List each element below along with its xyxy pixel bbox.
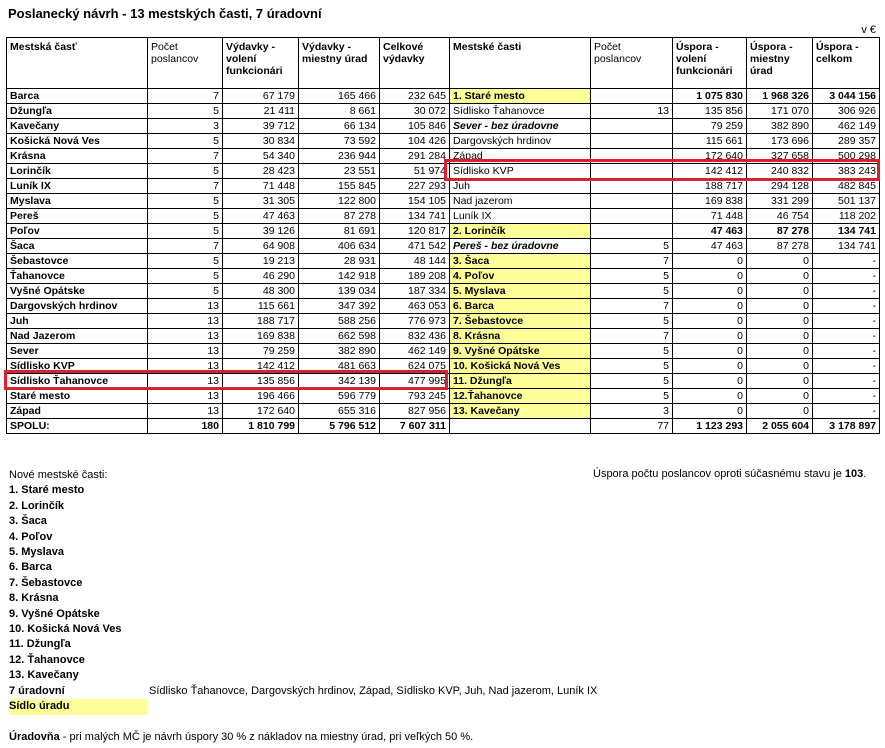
new-district-poslanci: 5	[591, 314, 673, 329]
district-urad: 139 034	[299, 284, 380, 299]
district-celkom: 793 245	[380, 389, 450, 404]
header-uspora-urad: Úspora - miestny úrad	[747, 38, 813, 89]
district-name: Krásna	[7, 149, 148, 164]
district-voleni: 30 834	[223, 134, 299, 149]
new-district-name: 10. Košická Nová Ves	[450, 359, 591, 374]
new-district-name: 3. Šaca	[450, 254, 591, 269]
district-voleni: 39 712	[223, 119, 299, 134]
district-celkom: 189 208	[380, 269, 450, 284]
new-district-name: Sídlisko Ťahanovce	[450, 104, 591, 119]
sidlo-uradu-label: Sídlo úradu	[9, 699, 148, 714]
legend-item: 11. Džungľa	[9, 638, 71, 651]
district-celkom: 48 144	[380, 254, 450, 269]
new-district-uspora-voleni: 115 661	[673, 134, 747, 149]
district-poslanci: 5	[148, 284, 223, 299]
district-urad: 236 944	[299, 149, 380, 164]
saving-note	[593, 468, 866, 480]
district-poslanci: 5	[148, 209, 223, 224]
new-district-uspora-celkom: -	[813, 404, 880, 419]
district-poslanci: 5	[148, 224, 223, 239]
highlight-box-kvp-expenses	[4, 370, 448, 390]
district-poslanci: 7	[148, 239, 223, 254]
district-poslanci: 13	[148, 329, 223, 344]
table-row	[7, 389, 880, 404]
new-district-poslanci: 5	[591, 284, 673, 299]
table-header-row	[7, 38, 880, 89]
district-celkom: 827 956	[380, 404, 450, 419]
new-district-uspora-voleni: 0	[673, 374, 747, 389]
district-celkom: 105 846	[380, 119, 450, 134]
new-district-name: 6. Barca	[450, 299, 591, 314]
district-celkom: 832 436	[380, 329, 450, 344]
district-poslanci: 13	[148, 344, 223, 359]
district-poslanci: 7	[148, 179, 223, 194]
new-district-uspora-urad: 46 754	[747, 209, 813, 224]
district-celkom: 51 974	[380, 164, 450, 179]
new-district-uspora-celkom: 306 926	[813, 104, 880, 119]
new-district-name: Nad jazerom	[450, 194, 591, 209]
district-name: Sever	[7, 344, 148, 359]
district-poslanci: 5	[148, 164, 223, 179]
table-row	[7, 284, 880, 299]
district-name: Košická Nová Ves	[7, 134, 148, 149]
new-district-uspora-celkom: 383 243	[813, 164, 880, 179]
saving-value: 103	[844, 468, 864, 480]
district-name: Dargovských hrdinov	[7, 299, 148, 314]
total-new-poslanci: 77	[591, 419, 673, 434]
new-district-name: 12.Ťahanovce	[450, 389, 591, 404]
district-poslanci: 5	[148, 254, 223, 269]
new-district-name: 5. Myslava	[450, 284, 591, 299]
new-district-uspora-voleni: 71 448	[673, 209, 747, 224]
new-district-name: 1. Staré mesto	[450, 89, 591, 104]
district-celkom: 227 293	[380, 179, 450, 194]
total-poslanci: 180	[148, 419, 223, 434]
new-district-uspora-voleni: 0	[673, 314, 747, 329]
new-district-uspora-voleni: 188 717	[673, 179, 747, 194]
new-district-name: Sídlisko KVP	[450, 164, 591, 179]
new-district-poslanci: 5	[591, 269, 673, 284]
table-row	[7, 404, 880, 419]
district-urad: 347 392	[299, 299, 380, 314]
district-celkom: 291 284	[380, 149, 450, 164]
table-row	[7, 194, 880, 209]
new-district-uspora-voleni: 172 640	[673, 149, 747, 164]
district-poslanci: 13	[148, 299, 223, 314]
total-celkom: 7 607 311	[380, 419, 450, 434]
district-celkom: 104 426	[380, 134, 450, 149]
saving-text: Úspora počtu poslancov oproti súčasnému stavu je	[593, 468, 842, 480]
district-name: Pereš	[7, 209, 148, 224]
new-district-uspora-celkom: 3 044 156	[813, 89, 880, 104]
header-vydavky-voleni: Výdavky - volení funkcionári	[223, 38, 299, 89]
new-district-uspora-celkom: -	[813, 254, 880, 269]
new-district-uspora-celkom: 289 357	[813, 134, 880, 149]
district-urad: 655 316	[299, 404, 380, 419]
district-name: Džungľa	[7, 104, 148, 119]
legend-item: 12. Ťahanovce	[9, 653, 85, 666]
new-district-uspora-voleni: 0	[673, 254, 747, 269]
district-name: Staré mesto	[7, 389, 148, 404]
new-district-uspora-voleni: 79 259	[673, 119, 747, 134]
district-urad: 23 551	[299, 164, 380, 179]
total-urad: 5 796 512	[299, 419, 380, 434]
legend-item: 1. Staré mesto	[9, 484, 85, 497]
district-urad: 73 592	[299, 134, 380, 149]
new-district-uspora-voleni: 142 412	[673, 164, 747, 179]
district-celkom: 120 817	[380, 224, 450, 239]
district-celkom: 134 741	[380, 209, 450, 224]
district-voleni: 48 300	[223, 284, 299, 299]
legend-heading: Nové mestské časti:	[9, 469, 108, 481]
header-mestske-casti: Mestské časti	[450, 38, 591, 89]
district-poslanci: 13	[148, 359, 223, 374]
district-poslanci: 7	[148, 149, 223, 164]
district-name: Nad Jazerom	[7, 329, 148, 344]
urad-row	[9, 684, 597, 699]
district-voleni: 28 423	[223, 164, 299, 179]
district-urad: 596 779	[299, 389, 380, 404]
new-district-poslanci: 5	[591, 239, 673, 254]
district-urad: 8 661	[299, 104, 380, 119]
new-district-uspora-celkom: -	[813, 314, 880, 329]
district-poslanci: 13	[148, 314, 223, 329]
district-voleni: 31 305	[223, 194, 299, 209]
new-district-uspora-urad: 0	[747, 329, 813, 344]
total-label: SPOLU:	[7, 419, 148, 434]
district-urad: 155 845	[299, 179, 380, 194]
district-name: Myslava	[7, 194, 148, 209]
total-new-label	[450, 419, 591, 434]
new-district-uspora-urad: 0	[747, 299, 813, 314]
district-celkom: 776 973	[380, 314, 450, 329]
district-voleni: 64 908	[223, 239, 299, 254]
legend	[9, 468, 597, 715]
total-row	[7, 419, 880, 434]
new-district-poslanci: 3	[591, 404, 673, 419]
district-name: Šebastovce	[7, 254, 148, 269]
district-celkom: 462 149	[380, 344, 450, 359]
new-district-uspora-urad: 0	[747, 269, 813, 284]
legend-item: 6. Barca	[9, 561, 52, 574]
footnote	[9, 731, 473, 743]
new-district-poslanci: 5	[591, 389, 673, 404]
new-district-name: 9. Vyšné Opátske	[450, 344, 591, 359]
urad-label: 7 úradovní	[9, 684, 65, 697]
legend-item: 2. Lorinčík	[9, 499, 65, 512]
district-celkom: 187 334	[380, 284, 450, 299]
district-celkom: 463 053	[380, 299, 450, 314]
new-district-poslanci	[591, 194, 673, 209]
new-district-uspora-voleni: 0	[673, 299, 747, 314]
new-district-uspora-urad: 240 832	[747, 164, 813, 179]
new-district-name: 13. Kavečany	[450, 404, 591, 419]
new-district-uspora-voleni: 1 075 830	[673, 89, 747, 104]
new-district-uspora-voleni: 0	[673, 344, 747, 359]
new-district-uspora-celkom: -	[813, 359, 880, 374]
district-name: Ťahanovce	[7, 269, 148, 284]
district-voleni: 21 411	[223, 104, 299, 119]
new-district-poslanci: 13	[591, 104, 673, 119]
district-voleni: 115 661	[223, 299, 299, 314]
header-uspora-voleni: Úspora - volení funkcionári	[673, 38, 747, 89]
legend-item: 7. Šebastovce	[9, 576, 83, 589]
district-poslanci: 5	[148, 269, 223, 284]
district-voleni: 39 126	[223, 224, 299, 239]
district-urad: 142 918	[299, 269, 380, 284]
district-poslanci: 5	[148, 134, 223, 149]
district-urad: 165 466	[299, 89, 380, 104]
new-district-uspora-celkom: 118 202	[813, 209, 880, 224]
new-district-name: Dargovských hrdinov	[450, 134, 591, 149]
new-district-uspora-voleni: 0	[673, 269, 747, 284]
district-voleni: 79 259	[223, 344, 299, 359]
table-row	[7, 254, 880, 269]
table-row	[7, 224, 880, 239]
legend-item: 5. Myslava	[9, 546, 65, 559]
new-district-uspora-urad: 0	[747, 314, 813, 329]
new-district-uspora-celkom: -	[813, 374, 880, 389]
new-district-uspora-urad: 294 128	[747, 179, 813, 194]
urad-text: Sídlisko Ťahanovce, Dargovských hrdinov, Západ, Sídlisko KVP, Juh, Nad jazerom, Luník IX	[149, 684, 598, 697]
new-district-uspora-urad: 382 890	[747, 119, 813, 134]
new-district-poslanci	[591, 134, 673, 149]
new-district-uspora-celkom: 482 845	[813, 179, 880, 194]
district-urad: 342 139	[299, 374, 380, 389]
new-district-poslanci: 7	[591, 329, 673, 344]
district-celkom: 477 995	[380, 374, 450, 389]
new-district-name: 11. Džungľa	[450, 374, 591, 389]
table-row	[7, 269, 880, 284]
district-voleni: 169 838	[223, 329, 299, 344]
new-district-uspora-urad: 331 299	[747, 194, 813, 209]
header-mestska-cast: Mestská časť	[7, 38, 148, 89]
header-pocet-poslancov-new: Počet poslancov	[591, 38, 673, 89]
district-urad: 662 598	[299, 329, 380, 344]
new-district-uspora-urad: 87 278	[747, 239, 813, 254]
district-celkom: 154 105	[380, 194, 450, 209]
new-district-poslanci	[591, 224, 673, 239]
new-district-uspora-urad: 0	[747, 374, 813, 389]
district-poslanci: 5	[148, 104, 223, 119]
new-district-uspora-celkom: 462 149	[813, 119, 880, 134]
new-district-poslanci: 5	[591, 359, 673, 374]
new-district-uspora-voleni: 0	[673, 404, 747, 419]
saving-suffix: .	[863, 468, 867, 480]
new-district-uspora-voleni: 0	[673, 329, 747, 344]
new-district-uspora-urad: 0	[747, 254, 813, 269]
district-urad: 81 691	[299, 224, 380, 239]
new-district-uspora-voleni: 0	[673, 284, 747, 299]
district-voleni: 135 856	[223, 374, 299, 389]
new-district-uspora-celkom: 134 741	[813, 224, 880, 239]
new-district-uspora-urad: 0	[747, 389, 813, 404]
new-district-uspora-voleni: 135 856	[673, 104, 747, 119]
table-row	[7, 344, 880, 359]
district-name: Západ	[7, 404, 148, 419]
new-district-uspora-celkom: -	[813, 344, 880, 359]
new-district-poslanci: 7	[591, 299, 673, 314]
district-urad: 481 663	[299, 359, 380, 374]
district-urad: 588 256	[299, 314, 380, 329]
district-name: Poľov	[7, 224, 148, 239]
total-uspora-celkom: 3 178 897	[813, 419, 880, 434]
district-name: Kavečany	[7, 119, 148, 134]
district-celkom: 30 072	[380, 104, 450, 119]
currency-label: v €	[861, 24, 876, 36]
district-name: Lorinčík	[7, 164, 148, 179]
header-celkove-vydavky: Celkové výdavky	[380, 38, 450, 89]
district-urad: 87 278	[299, 209, 380, 224]
district-poslanci: 13	[148, 374, 223, 389]
district-urad: 406 634	[299, 239, 380, 254]
total-uspora-voleni: 1 123 293	[673, 419, 747, 434]
district-poslanci: 7	[148, 89, 223, 104]
new-district-poslanci	[591, 209, 673, 224]
new-district-uspora-urad: 0	[747, 359, 813, 374]
new-district-uspora-voleni: 47 463	[673, 224, 747, 239]
legend-item: 4. Poľov	[9, 530, 53, 543]
highlight-box-kvp-savings	[444, 159, 880, 181]
legend-item: 3. Šaca	[9, 515, 47, 528]
new-district-uspora-voleni: 169 838	[673, 194, 747, 209]
new-district-name: 7. Šebastovce	[450, 314, 591, 329]
new-district-poslanci	[591, 89, 673, 104]
district-celkom: 471 542	[380, 239, 450, 254]
district-voleni: 19 213	[223, 254, 299, 269]
new-district-uspora-urad: 173 696	[747, 134, 813, 149]
district-poslanci: 3	[148, 119, 223, 134]
district-celkom: 232 645	[380, 89, 450, 104]
new-district-poslanci: 5	[591, 374, 673, 389]
footnote-bold: Úradovňa	[9, 731, 60, 743]
district-name: Luník IX	[7, 179, 148, 194]
new-district-uspora-voleni: 47 463	[673, 239, 747, 254]
new-district-uspora-celkom: -	[813, 284, 880, 299]
district-poslanci: 13	[148, 389, 223, 404]
header-uspora-celkom: Úspora - celkom	[813, 38, 880, 89]
table-row	[7, 89, 880, 104]
district-voleni: 142 412	[223, 359, 299, 374]
district-voleni: 46 290	[223, 269, 299, 284]
table-row	[7, 329, 880, 344]
district-voleni: 71 448	[223, 179, 299, 194]
total-uspora-urad: 2 055 604	[747, 419, 813, 434]
table-row	[7, 209, 880, 224]
page-title: Poslanecký návrh - 13 mestských časti, 7 úradovní	[8, 6, 322, 21]
new-district-uspora-celkom: 134 741	[813, 239, 880, 254]
table-row	[7, 239, 880, 254]
new-district-uspora-urad: 0	[747, 284, 813, 299]
new-district-uspora-celkom: -	[813, 329, 880, 344]
district-urad: 28 931	[299, 254, 380, 269]
new-district-poslanci: 5	[591, 344, 673, 359]
new-district-name: Pereš - bez úradovne	[450, 239, 591, 254]
district-name: Šaca	[7, 239, 148, 254]
new-district-uspora-celkom: -	[813, 389, 880, 404]
new-district-uspora-celkom: 501 137	[813, 194, 880, 209]
district-celkom: 624 075	[380, 359, 450, 374]
new-district-name: Západ	[450, 149, 591, 164]
legend-item: 9. Vyšné Opátske	[9, 607, 100, 620]
district-poslanci: 5	[148, 194, 223, 209]
district-voleni: 47 463	[223, 209, 299, 224]
new-district-uspora-voleni: 0	[673, 389, 747, 404]
header-pocet-poslancov: Počet poslancov	[148, 38, 223, 89]
district-name: Sídlisko Ťahanovce	[7, 374, 148, 389]
new-district-uspora-voleni: 0	[673, 359, 747, 374]
new-district-name: 8. Krásna	[450, 329, 591, 344]
new-district-name: Juh	[450, 179, 591, 194]
district-name: Barca	[7, 89, 148, 104]
new-district-uspora-urad: 87 278	[747, 224, 813, 239]
new-district-name: Sever - bez úradovne	[450, 119, 591, 134]
legend-item: 8. Krásna	[9, 592, 59, 605]
district-voleni: 196 466	[223, 389, 299, 404]
new-district-poslanci	[591, 119, 673, 134]
new-district-uspora-urad: 0	[747, 344, 813, 359]
new-district-uspora-urad: 171 070	[747, 104, 813, 119]
district-voleni: 172 640	[223, 404, 299, 419]
district-voleni: 67 179	[223, 89, 299, 104]
total-voleni: 1 810 799	[223, 419, 299, 434]
new-district-name: 2. Lorinčík	[450, 224, 591, 239]
district-name: Sídlisko KVP	[7, 359, 148, 374]
district-name: Vyšné Opátske	[7, 284, 148, 299]
district-voleni: 188 717	[223, 314, 299, 329]
legend-item: 10. Košická Nová Ves	[9, 623, 122, 636]
district-urad: 66 134	[299, 119, 380, 134]
new-district-name: Luník IX	[450, 209, 591, 224]
table-row	[7, 299, 880, 314]
footnote-text: - pri malých MČ je návrh úspory 30 % z nákladov na miestny úrad, pri veľkých 50 %.	[59, 731, 474, 743]
new-district-uspora-urad: 1 968 326	[747, 89, 813, 104]
new-district-poslanci: 7	[591, 254, 673, 269]
new-district-uspora-celkom: -	[813, 299, 880, 314]
legend-item: 13. Kavečany	[9, 669, 79, 682]
district-urad: 122 800	[299, 194, 380, 209]
new-district-name: 4. Poľov	[450, 269, 591, 284]
new-district-uspora-celkom: -	[813, 269, 880, 284]
table-row	[7, 134, 880, 149]
new-district-uspora-celkom: 500 298	[813, 149, 880, 164]
new-district-uspora-urad: 0	[747, 404, 813, 419]
table-row	[7, 104, 880, 119]
table-row	[7, 119, 880, 134]
header-vydavky-urad: Výdavky - miestny úrad	[299, 38, 380, 89]
district-poslanci: 13	[148, 404, 223, 419]
district-urad: 382 890	[299, 344, 380, 359]
district-voleni: 54 340	[223, 149, 299, 164]
table-row	[7, 314, 880, 329]
district-name: Juh	[7, 314, 148, 329]
new-district-uspora-urad: 327 658	[747, 149, 813, 164]
legend-items	[9, 483, 597, 683]
